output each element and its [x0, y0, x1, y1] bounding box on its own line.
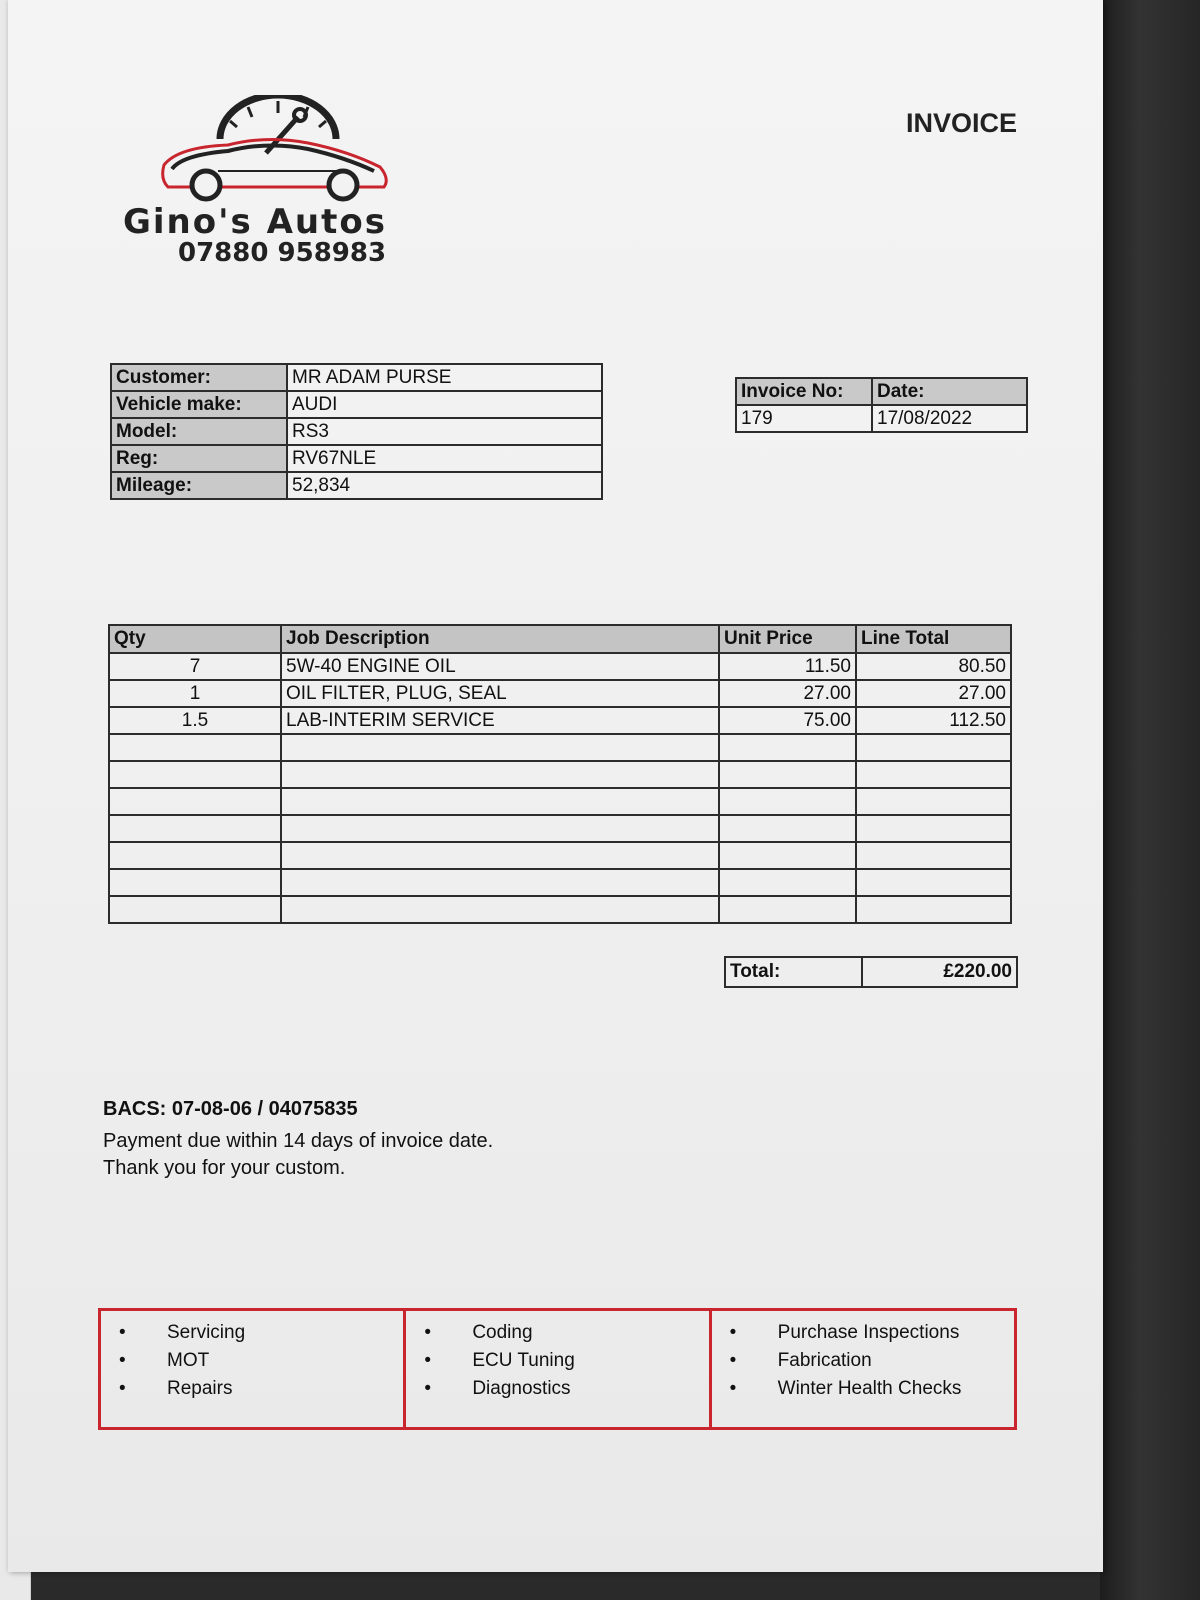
- unit-price-cell: 27.00: [719, 680, 856, 707]
- qty-cell: [109, 734, 281, 761]
- service-item: [424, 1375, 708, 1403]
- invoice-number: 179: [736, 405, 872, 432]
- qty-cell: [109, 869, 281, 896]
- bullet-icon: •: [424, 1350, 431, 1371]
- line-total-cell: [856, 869, 1011, 896]
- invoice-date-label: Date:: [872, 378, 1027, 405]
- services-column: [101, 1311, 406, 1427]
- service-item: [119, 1319, 403, 1347]
- customer-details-table: [110, 363, 603, 500]
- total-row: [725, 957, 1017, 987]
- customer-detail-label: Customer:: [111, 364, 287, 391]
- qty-cell: 1: [109, 680, 281, 707]
- bullet-icon: •: [729, 1322, 737, 1343]
- bullet-icon: •: [119, 1378, 126, 1399]
- services-list: [730, 1319, 1014, 1403]
- line-items-header: [109, 625, 1011, 653]
- customer-detail-row: [111, 364, 602, 391]
- qty-cell: [109, 788, 281, 815]
- unit-price-header: Unit Price: [719, 625, 856, 653]
- description-cell: [281, 734, 719, 761]
- customer-detail-row: [111, 418, 602, 445]
- services-list: [119, 1319, 403, 1403]
- customer-detail-label: Mileage:: [111, 472, 287, 499]
- invoice-info-header: [736, 378, 1027, 405]
- backdrop: [1100, 0, 1200, 1600]
- unit-price-cell: 75.00: [719, 707, 856, 734]
- invoice-info-table: [735, 377, 1028, 433]
- line-total-cell: 80.50: [856, 653, 1011, 680]
- unit-price-cell: [719, 761, 856, 788]
- description-cell: [281, 896, 719, 923]
- line-item-row: [109, 734, 1011, 761]
- qty-cell: [109, 815, 281, 842]
- description-cell: [281, 842, 719, 869]
- line-total-header: Line Total: [856, 625, 1011, 653]
- description-cell: [281, 815, 719, 842]
- line-total-cell: [856, 815, 1011, 842]
- description-header: Job Description: [281, 625, 719, 653]
- service-label: ECU Tuning: [472, 1350, 575, 1371]
- line-item-row: [109, 653, 1011, 680]
- service-item: [119, 1375, 403, 1403]
- line-item-row: [109, 680, 1011, 707]
- customer-detail-label: Vehicle make:: [111, 391, 287, 418]
- bullet-icon: •: [119, 1350, 126, 1371]
- service-label: Purchase Inspections: [777, 1322, 960, 1343]
- line-item-row: [109, 788, 1011, 815]
- unit-price-cell: [719, 869, 856, 896]
- service-label: Winter Health Checks: [777, 1378, 962, 1399]
- customer-detail-label: Model:: [111, 418, 287, 445]
- line-total-cell: [856, 734, 1011, 761]
- line-item-row: [109, 869, 1011, 896]
- bullet-icon: •: [424, 1378, 431, 1399]
- service-label: Fabrication: [777, 1350, 872, 1371]
- qty-cell: [109, 761, 281, 788]
- service-item: [730, 1347, 1014, 1375]
- services-list: [424, 1319, 708, 1403]
- invoice-date: 17/08/2022: [872, 405, 1027, 432]
- line-total-cell: [856, 788, 1011, 815]
- payment-terms: Payment due within 14 days of invoice date.: [103, 1130, 494, 1152]
- qty-cell: [109, 896, 281, 923]
- service-item: [119, 1347, 403, 1375]
- service-item: [730, 1319, 1014, 1347]
- invoice-info-values: [736, 405, 1027, 432]
- unit-price-cell: [719, 734, 856, 761]
- services-column: [712, 1311, 1014, 1427]
- qty-cell: [109, 842, 281, 869]
- line-items-table: [108, 624, 1012, 924]
- qty-cell: 7: [109, 653, 281, 680]
- description-cell: [281, 761, 719, 788]
- invoice-number-label: Invoice No:: [736, 378, 872, 405]
- qty-header: Qty: [109, 625, 281, 653]
- total-table: [724, 956, 1018, 988]
- unit-price-cell: 11.50: [719, 653, 856, 680]
- unit-price-cell: [719, 842, 856, 869]
- business-phone: 07880 958983: [178, 238, 387, 268]
- bacs-details: BACS: 07-08-06 / 04075835: [103, 1098, 358, 1120]
- bullet-icon: •: [119, 1322, 126, 1343]
- total-value: £220.00: [862, 957, 1017, 987]
- description-cell: [281, 869, 719, 896]
- unit-price-cell: [719, 815, 856, 842]
- business-name: Gino's Autos: [123, 202, 387, 242]
- qty-cell: 1.5: [109, 707, 281, 734]
- customer-detail-label: Reg:: [111, 445, 287, 472]
- description-cell: 5W-40 ENGINE OIL: [281, 653, 719, 680]
- service-item: [424, 1347, 708, 1375]
- service-label: Repairs: [167, 1378, 233, 1399]
- customer-detail-value: RS3: [287, 418, 602, 445]
- service-label: Diagnostics: [472, 1378, 571, 1399]
- description-cell: [281, 788, 719, 815]
- customer-detail-row: [111, 472, 602, 499]
- customer-detail-value: AUDI: [287, 391, 602, 418]
- description-cell: LAB-INTERIM SERVICE: [281, 707, 719, 734]
- line-total-cell: 112.50: [856, 707, 1011, 734]
- bullet-icon: •: [424, 1322, 431, 1343]
- unit-price-cell: [719, 896, 856, 923]
- customer-detail-value: MR ADAM PURSE: [287, 364, 602, 391]
- service-label: Coding: [472, 1322, 533, 1343]
- line-total-cell: [856, 761, 1011, 788]
- line-item-row: [109, 761, 1011, 788]
- document-title: INVOICE: [906, 108, 1018, 138]
- service-label: MOT: [167, 1350, 210, 1371]
- line-item-row: [109, 707, 1011, 734]
- service-label: Servicing: [167, 1322, 246, 1343]
- car-with-speedometer-wrench-logo: [158, 95, 398, 205]
- services-box: [98, 1308, 1017, 1430]
- total-label: Total:: [725, 957, 862, 987]
- line-total-cell: 27.00: [856, 680, 1011, 707]
- services-column: [406, 1311, 711, 1427]
- customer-detail-row: [111, 391, 602, 418]
- service-item: [424, 1319, 708, 1347]
- bullet-icon: •: [729, 1350, 737, 1371]
- line-total-cell: [856, 896, 1011, 923]
- line-item-row: [109, 842, 1011, 869]
- service-item: [730, 1375, 1014, 1403]
- customer-detail-row: [111, 445, 602, 472]
- invoice-sheet: [8, 0, 1103, 1572]
- thank-you-note: Thank you for your custom.: [103, 1157, 346, 1179]
- description-cell: OIL FILTER, PLUG, SEAL: [281, 680, 719, 707]
- customer-detail-value: RV67NLE: [287, 445, 602, 472]
- unit-price-cell: [719, 788, 856, 815]
- bullet-icon: •: [729, 1378, 737, 1399]
- line-total-cell: [856, 842, 1011, 869]
- line-item-row: [109, 815, 1011, 842]
- line-item-row: [109, 896, 1011, 923]
- customer-detail-value: 52,834: [287, 472, 602, 499]
